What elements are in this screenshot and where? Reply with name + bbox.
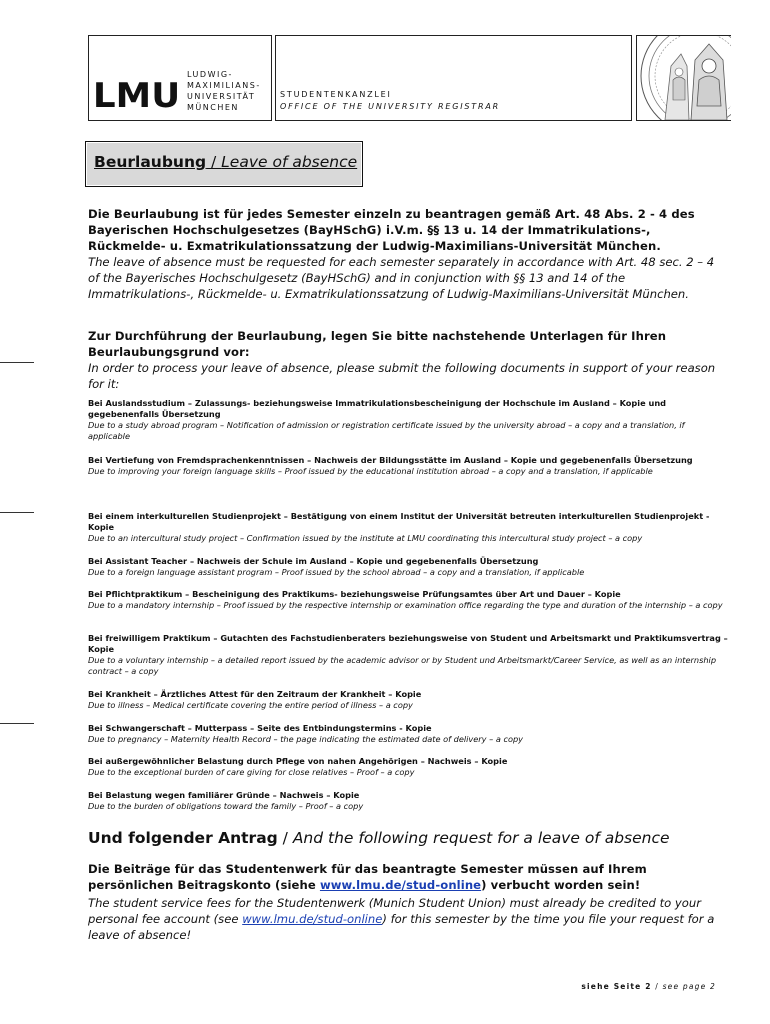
list-item — [88, 756, 728, 778]
item-en: Due to the burden of obligations toward the family – Proof – a copy — [88, 801, 364, 811]
request-paragraph — [88, 861, 728, 943]
list-item — [88, 398, 728, 442]
item-en: Due to improving your foreign language skills – Proof issued by the educational institution abroad – a copy and a translation, if applicable — [88, 466, 653, 476]
list-item — [88, 511, 728, 544]
item-en: Due to a mandatory internship – Proof issued by the respective internship or examination office regarding the type and duration of the internship – a copy — [88, 600, 723, 610]
item-de: Bei außergewöhnlicher Belastung durch Pflege von nahen Angehörigen – Nachweis – Kopie — [88, 756, 508, 766]
list-item — [88, 455, 728, 477]
lmu-logo-box — [88, 35, 272, 121]
list-item — [88, 633, 728, 677]
university-seal — [636, 35, 731, 121]
item-en: Due to illness – Medical certificate covering the entire period of illness – a copy — [88, 700, 413, 710]
item-de: Bei Schwangerschaft – Mutterpass – Seite des Entbindungstermins - Kopie — [88, 723, 432, 733]
seal-icon — [637, 36, 731, 120]
intro-de: Die Beurlaubung ist für jedes Semester einzeln zu beantragen gemäß Art. 48 Abs. 2 - 4 des Bayerischen Hochschulgesetzes (BayHSchG) i.V.m. §§ 13 u. 14 der Immatrikulations-, Rückmelde- u. Exmatrikulationssatzung der Ludwig-Maximilians-Universität München. — [88, 207, 695, 253]
item-de: Bei Vertiefung von Fremdsprachenkenntnissen – Nachweis der Bildungsstätte im Ausland – Kopie und gegebenenfalls Übersetzung — [88, 455, 693, 465]
item-de: Bei Assistant Teacher – Nachweis der Schule im Ausland – Kopie und gegebenenfalls Übersetzung — [88, 556, 539, 566]
university-name-line: UNIVERSITÄT — [187, 92, 256, 101]
stud-online-link[interactable]: www.lmu.de/stud-online — [319, 878, 482, 892]
item-de: Bei Krankheit – Ärztliches Attest für den Zeitraum der Krankheit – Kopie — [88, 689, 422, 699]
item-en: Due to pregnancy – Maternity Health Record – the page indicating the estimated date of delivery – a copy — [88, 734, 523, 744]
university-name-line: MÜNCHEN — [187, 103, 239, 112]
intro-paragraph — [88, 206, 728, 302]
item-en: Due to a foreign language assistant program – Proof issued by the school abroad – a copy and a translation, if applicable — [88, 567, 585, 577]
stud-online-link[interactable]: www.lmu.de/stud-online — [242, 912, 383, 926]
fold-mark — [0, 723, 34, 724]
university-name-line: LUDWIG- — [187, 70, 233, 79]
university-name-line: MAXIMILIANS- — [187, 81, 261, 90]
office-name-de: STUDENTENKANZLEI — [280, 90, 392, 99]
item-de: Bei Pflichtpraktikum – Bescheinigung des Praktikums- beziehungsweise Prüfungsamtes über Art und Dauer – Kopie — [88, 589, 621, 599]
request-heading: Und folgender Antrag / And the following request for a leave of absence — [88, 829, 670, 847]
list-item — [88, 556, 728, 578]
university-name — [187, 69, 261, 113]
punch-mark — [0, 512, 34, 513]
item-en: Due to an intercultural study project – Confirmation issued by the institute at LMU coordinating this intercultural study project – a copy — [88, 533, 643, 543]
documents-intro-en: In order to process your leave of absence, please submit the following documents in support of your reason for it: — [88, 361, 716, 391]
office-name-en: OFFICE OF THE UNIVERSITY REGISTRAR — [280, 102, 500, 111]
title-box — [85, 141, 363, 187]
fold-mark — [0, 362, 34, 363]
list-item — [88, 790, 728, 812]
page-title: Beurlaubung / Leave of absence — [94, 153, 358, 171]
documents-intro-de: Zur Durchführung der Beurlaubung, legen Sie bitte nachstehende Unterlagen für Ihren Beurlaubungsgrund vor: — [88, 329, 667, 359]
item-de: Bei Belastung wegen familiärer Gründe – Nachweis – Kopie — [88, 790, 360, 800]
documents-intro — [88, 328, 728, 392]
office-box — [275, 35, 632, 121]
item-de: Bei freiwilligem Praktikum – Gutachten des Fachstudienberaters beziehungsweise von Student und Arbeitsmarkt und Praktikumsvertrag – Kopie — [88, 633, 728, 654]
lmu-logo-mark: LMU — [92, 76, 181, 116]
request-de: Die Beiträge für das Studentenwerk für das beantragte Semester müssen auf Ihrem persönlichen Beitragskonto (siehe www.lmu.de/stud-online) verbucht worden sein! — [88, 862, 647, 892]
intro-en: The leave of absence must be requested for each semester separately in accordance with Art. 48 sec. 2 – 4 of the Bayerisches Hochschulgesetz (BayHSchG) and in conjunction with §§ 13 and 14 of the Immatrikulations-, Rückmelde- u. Exmatrikulationssatzung of Ludwig-Maximilians-Universität München. — [88, 255, 715, 301]
list-item — [88, 689, 728, 711]
item-en: Due to a study abroad program – Notification of admission or registration certificate issued by the university abroad – a copy and a translation, if applicable — [88, 420, 685, 441]
item-de: Bei einem interkulturellen Studienprojekt – Bestätigung von einem Institut der Universität betreuten interkulturellen Studienprojekt - Kopie — [88, 511, 710, 532]
request-en: The student service fees for the Studentenwerk (Munich Student Union) must already be credited to your personal fee account (see www.lmu.de/stud-online) for this semester by the time you file your request for a leave of absence! — [88, 896, 715, 942]
page-footer: siehe Seite 2 / see page 2 — [581, 982, 716, 991]
item-en: Due to the exceptional burden of care giving for close relatives – Proof – a copy — [88, 767, 415, 777]
list-item — [88, 723, 728, 745]
list-item — [88, 589, 728, 611]
item-en: Due to a voluntary internship – a detailed report issued by the academic advisor or by Student und Arbeitsmarkt/Career Service, as well as an internship contract – a copy — [88, 655, 717, 676]
item-de: Bei Auslandsstudium – Zulassungs- beziehungsweise Immatrikulationsbescheinigung der Hochschule im Ausland – Kopie und gegebenenfalls Übersetzung — [88, 398, 667, 419]
